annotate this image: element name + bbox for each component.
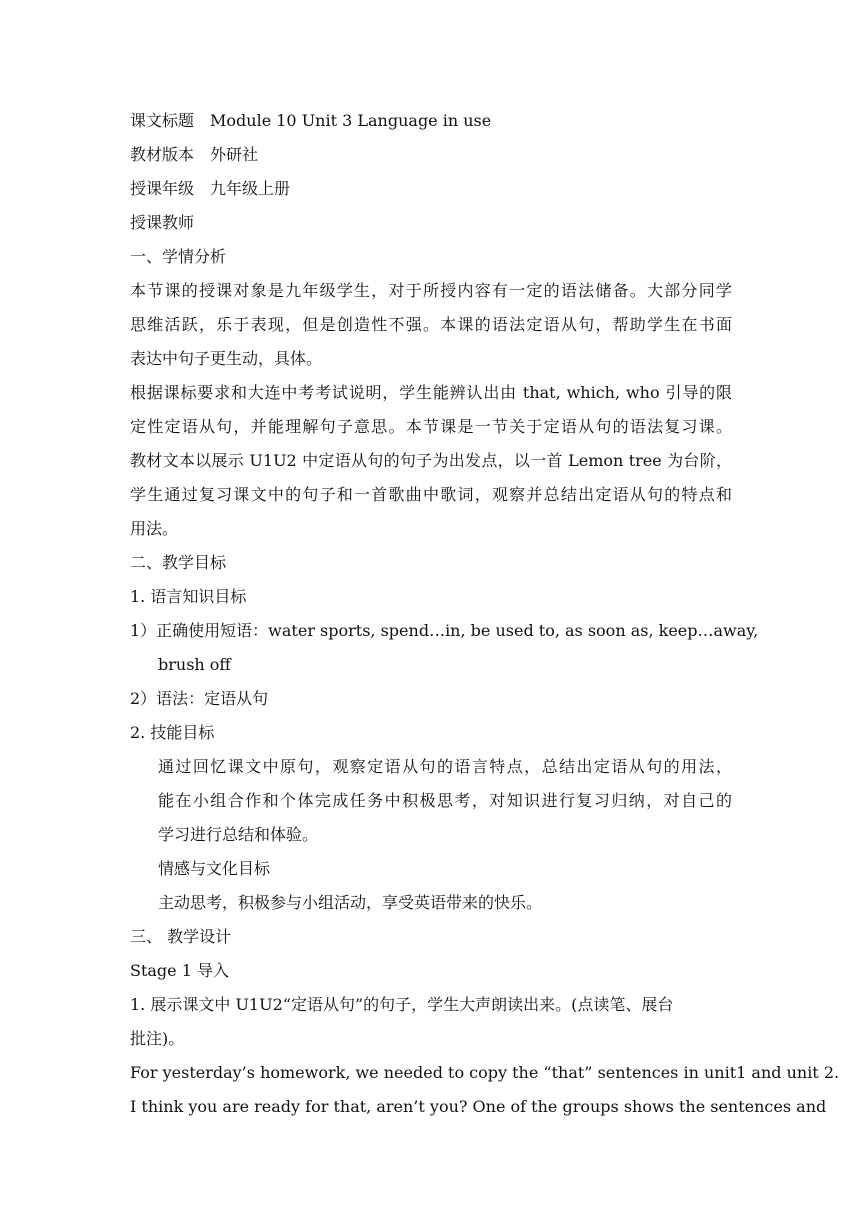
grade-value: 九年级上册 [210,179,291,198]
edition-label: 教材版本 [130,145,195,164]
paragraph-line: 思维活跃，乐于表现，但是创造性不强。本课的语法定语从句，帮助学生在书面 [130,315,732,334]
english-paragraph-line: I think you are ready for that, aren’t you? One of the groups shows the sentences and [130,1097,827,1116]
meta-edition-row [130,138,732,172]
meta-title-row [130,104,732,138]
paragraph-line: 通过回忆课文中原句，观察定语从句的语言特点，总结出定语从句的用法， [158,757,732,776]
meta-grade-row [130,172,732,206]
list-subitem-continuation: brush off [158,655,231,674]
paragraph-line: 用法。 [130,519,179,538]
list-item: 1. 展示课文中 U1U2“定语从句”的句子，学生大声朗读出来。(点读笔、展台 [130,995,674,1014]
list-subitem: 1）正确使用短语：water sports, spend…in, be used to, as soon as, keep…away, [130,621,759,640]
paragraph-line: 学生通过复习课文中的句子和一首歌曲中歌词，观察并总结出定语从句的特点和 [130,485,732,504]
section-heading-analysis: 一、学情分析 [130,247,227,266]
list-item: 1. 语言知识目标 [130,587,247,606]
paragraph-line: 教材文本以展示 U1U2 中定语从句的句子为出发点，以一首 Lemon tree 为台阶， [130,451,732,470]
section-heading-design: 三、 教学设计 [130,927,232,946]
paragraph-line: 能在小组合作和个体完成任务中积极思考，对知识进行复习归纳，对自己的 [158,791,732,810]
grade-label: 授课年级 [130,179,195,198]
paragraph-line: 本节课的授课对象是九年级学生，对于所授内容有一定的语法储备。大部分同学 [130,281,732,300]
section-heading-objectives: 二、教学目标 [130,553,227,572]
stage-heading: Stage 1 导入 [130,961,229,980]
list-item: 2. 技能目标 [130,723,215,742]
paragraph-line: 学习进行总结和体验。 [158,825,319,844]
list-item-continuation: 批注)。 [130,1029,185,1048]
english-paragraph-line: For yesterday’s homework, we needed to copy the “that” sentences in unit1 and unit 2. [130,1063,840,1082]
title-label: 课文标题 [130,111,195,130]
paragraph-line: 主动思考，积极参与小组活动，享受英语带来的快乐。 [158,893,543,912]
paragraph-line: 根据课标要求和大连中考考试说明，学生能辨认出由 that, which, who 引导的限 [130,383,732,402]
title-value: Module 10 Unit 3 Language in use [210,111,492,130]
teacher-label: 授课教师 [130,213,195,232]
edition-value: 外研社 [210,145,259,164]
meta-teacher-row [130,206,732,240]
paragraph-line: 表达中句子更生动，具体。 [130,349,323,368]
list-subitem: 2）语法：定语从句 [130,689,269,708]
subheading-emotion: 情感与文化目标 [158,859,271,878]
paragraph-line: 定性定语从句，并能理解句子意思。本节课是一节关于定语从句的语法复习课。 [130,417,732,436]
